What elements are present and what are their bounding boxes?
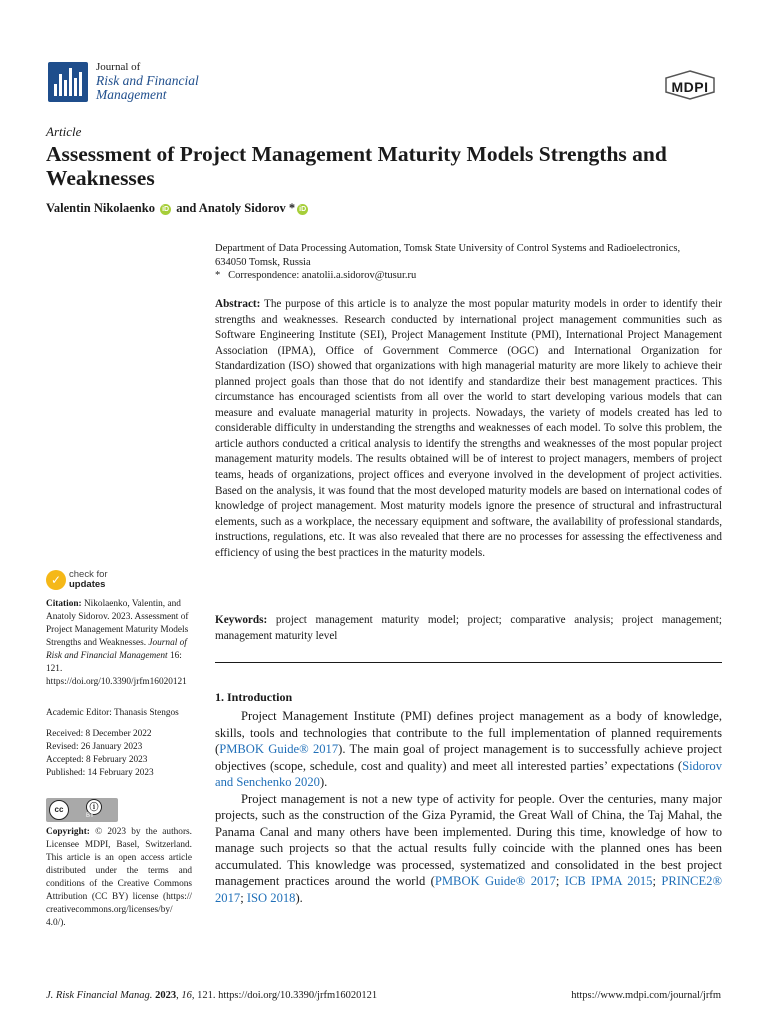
affiliation — [215, 242, 725, 283]
abstract-label: Abstract: — [215, 298, 261, 310]
footer-doi[interactable]: , 121. https://doi.org/10.3390/jrfm16020121 — [191, 990, 378, 1001]
citation-block — [46, 598, 192, 689]
journal-name-line3: Management — [96, 87, 167, 102]
section-heading: 1. Introduction — [215, 690, 293, 704]
authors — [46, 201, 310, 216]
article-type: Article — [46, 124, 82, 139]
citation-link[interactable]: Sidorov and Senchenko 2020 — [215, 758, 722, 789]
revised-date: Revised: 26 January 2023 — [46, 742, 143, 752]
citation-link[interactable]: ISO 2018 — [246, 890, 296, 905]
citation-link[interactable]: PRINCE2® 2017 — [215, 874, 723, 905]
paragraph — [215, 791, 722, 907]
citation-link[interactable]: ICB IPMA 2015 — [564, 874, 653, 888]
academic-editor: Academic Editor: Thanasis Stengos — [46, 708, 179, 718]
published-date: Published: 14 February 2023 — [46, 768, 154, 778]
paragraph-text: Project Management Institute (PMI) defines project management as a body of knowledge, skills, tools and technologies that contribute to the full implementation of planned requirements ( — [215, 709, 722, 756]
journal-name-line1: Journal of — [96, 61, 141, 73]
orcid-icon[interactable]: iD — [162, 206, 170, 213]
paragraph-text: ). — [319, 775, 328, 789]
page-title: Assessment of Project Management Maturity Models Strengths and Weaknesses — [46, 142, 667, 190]
keywords — [215, 613, 722, 644]
citation-separator: ; — [240, 890, 247, 905]
citation-doi[interactable]: 16: 121. https://doi.org/10.3390/jrfm16020121 — [46, 651, 187, 687]
journal-name-line2: Risk and Financial — [96, 73, 199, 88]
check-for-updates-button[interactable] — [46, 570, 126, 592]
paragraph-text: ). The main goal of project management is to successfully achieve project objectives (scope, schedule, cost and quality) and meet all interested parties’ expectations ( — [215, 742, 722, 773]
keywords-text: project management maturity model; project; comparative analysis; project management; management maturity level — [215, 614, 723, 642]
author-name[interactable]: Anatoly Sidorov — [198, 201, 286, 215]
journal-name — [96, 60, 199, 102]
author-name[interactable]: Valentin Nikolaenko — [46, 201, 155, 215]
author-separator: and — [176, 201, 197, 215]
footer-citation: J. Risk Financial Manag. 2023, 16, 121. https://doi.org/10.3390/jrfm16020121 — [46, 990, 378, 1001]
copyright-text: © 2023 by the authors. Licensee MDPI, Basel, Switzerland. This article is an open access article distributed under the terms and conditions of the Creative Commons Attribution (CC BY) license (https:// creativecommons.org/licenses/by/ 4.0/). — [46, 827, 192, 928]
journal-logo-icon — [48, 62, 88, 102]
copyright-block — [46, 826, 192, 930]
affiliation-line: 634050 Tomsk, Russia — [215, 256, 311, 268]
cc-by-license-icon[interactable] — [46, 798, 118, 822]
citation-journal: Journal of Risk and Financial Management — [46, 638, 187, 661]
citation-link[interactable]: PMBOK Guide® 2017 — [434, 874, 556, 888]
mdpi-logo — [664, 70, 716, 100]
correspondence-mark: * — [215, 270, 221, 281]
footer-year: 2023 — [155, 990, 177, 1001]
dates-block — [46, 728, 192, 780]
affiliation-line: Department of Data Processing Automation, Tomsk State University of Control Systems and Radioelectronics, — [215, 243, 681, 254]
corresponding-mark: * — [288, 201, 296, 215]
person-icon: ⓘ — [86, 799, 102, 815]
footer-volume: 16 — [181, 990, 192, 1001]
citation-separator: ; — [555, 874, 565, 888]
paragraph-text: Project management is not a new type of activity for people. Over the centuries, many major projects, such as the construction of the Giza Pyramid, the Great Wall of China, the Taj Mahal, the Panama Canal and many others have been implemented. During this time, knowledge of how to manage such projects so that the actual results fully coincide with the planned ones has been accumulated. This knowledge was processed, systematized and consolidated in the best project management practices around the world ( — [215, 791, 722, 888]
citation-separator: ; — [652, 874, 662, 888]
publisher-name: MDPI — [671, 79, 709, 95]
correspondence-text[interactable]: Correspondence: anatolii.a.sidorov@tusur.ru — [228, 270, 417, 281]
accepted-date: Accepted: 8 February 2023 — [46, 755, 148, 765]
received-date: Received: 8 December 2022 — [46, 729, 152, 739]
citation-link[interactable]: PMBOK Guide® 2017 — [219, 742, 339, 756]
check-for-updates-line1: check for — [69, 569, 108, 580]
paragraph — [215, 708, 722, 791]
paragraph-text: ). — [295, 890, 303, 905]
checkmark-icon: ✓ — [46, 570, 66, 590]
cc-by-label: BY — [86, 813, 95, 819]
copyright-label: Copyright: — [46, 827, 90, 837]
body-text — [215, 708, 722, 906]
abstract — [215, 297, 722, 561]
orcid-icon[interactable]: iD — [299, 206, 307, 213]
abstract-text: The purpose of this article is to analyze the most popular maturity models in order to identify their strengths and weaknesses. Research conducted by international project management communities such as Software Engineering Institute (SEI), Project Management Institute (PMI), International Project Management Association (IPMA), Office of Government Commerce (OGC) and International Organization for Standardization (ISO) showed that organizations with high managerial maturity are more likely to achieve their planned project goals than those that do not identify and standardize their best management practices. This circumstance has encouraged scientists from all over the world to start developing various models that can measure and evaluate managerial maturity in projects. Nowadays, the variety of models created has led to considerable difficulty in understanding the strengths and weaknesses of each model. To solve this problem, the article authors conducted a critical analysis to identify the strengths and weaknesses of the most popular project management maturity models. The results obtained will be of interest to project managers, members of project teams, heads of organizations, project offices and everyone involved in the development of project activities. Based on the analysis, it was found that the most developed maturity models are based on international codes of knowledge of project management. Most maturity models ignore the presence of structural and infrastructural elements, such as a workplace, the necessary equipment and software, the availability of professional standards, instructions, regulations, etc. It was also revealed that there are no processes for assessing the effectiveness and efficiency of using the best practices in the maturity models. — [215, 298, 722, 559]
citation-text: Nikolaenko, Valentin, and Anatoly Sidorov. 2023. Assessment of Project Management Maturity Models Strengths and Weaknesses. — [46, 599, 189, 648]
cc-icon: cc — [49, 800, 69, 820]
footer-url[interactable]: https://www.mdpi.com/journal/jrfm — [571, 990, 721, 1001]
keywords-label: Keywords: — [215, 614, 268, 626]
citation-label: Citation: — [46, 599, 82, 609]
check-for-updates-line2: updates — [69, 579, 106, 590]
correspondence — [215, 269, 725, 283]
check-for-updates-label — [69, 570, 108, 590]
divider — [215, 662, 722, 663]
footer-journal: J. Risk Financial Manag. — [46, 990, 153, 1001]
